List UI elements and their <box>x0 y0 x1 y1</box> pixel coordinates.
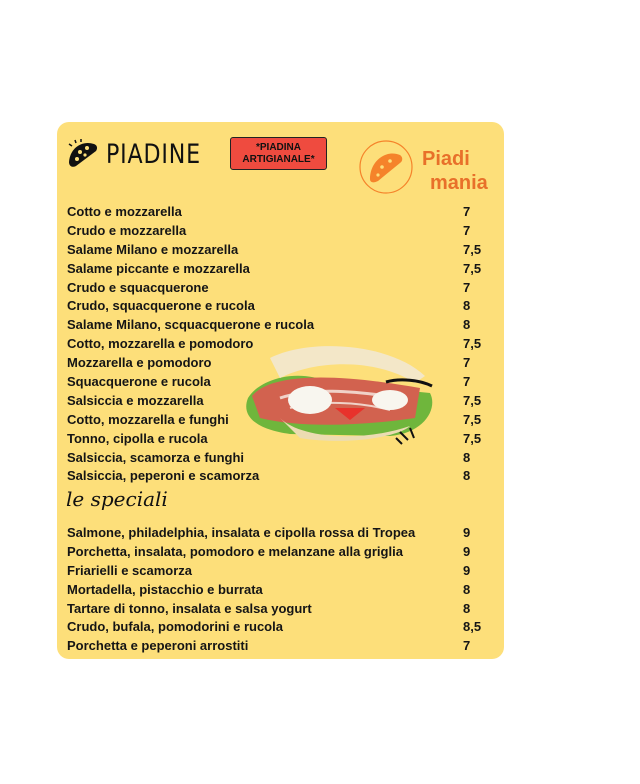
badge-text: *PIADINA ARTIGIANALE* <box>242 141 315 165</box>
menu-item-name: Salsiccia e mozzarella <box>67 392 204 408</box>
motion-lines <box>380 360 440 450</box>
menu-item <box>67 315 487 334</box>
menu-item-price: 9 <box>463 562 471 578</box>
menu-item-name: Salmone, philadelphia, insalata e cipolla rossa di Tropea <box>67 524 416 540</box>
menu-item <box>67 221 487 240</box>
header <box>66 138 222 170</box>
menu-item-name: Mozzarella e pomodoro <box>67 355 212 371</box>
specials-title: le speciali <box>66 487 168 511</box>
menu-item-name: Crudo e mozzarella <box>67 222 187 238</box>
menu-item-name: Cotto, mozzarella e funghi <box>67 411 229 427</box>
menu-item-name: Cotto e mozzarella <box>67 203 182 219</box>
menu-item-price: 9 <box>463 524 471 540</box>
menu-item-name: Friarielli e scamorza <box>67 562 193 578</box>
menu-item-price: 7 <box>463 373 471 389</box>
menu-item <box>67 448 487 467</box>
artisanal-badge <box>230 137 327 170</box>
menu-item-price: 7 <box>463 355 471 371</box>
menu-item <box>67 240 487 259</box>
svg-text:Piadi: Piadi <box>422 148 470 170</box>
menu-item <box>67 466 487 485</box>
menu-item-price: 8,5 <box>463 619 482 635</box>
menu-item <box>67 599 487 618</box>
menu-item-price: 7,5 <box>463 430 482 446</box>
page-title: PIADINE <box>106 138 201 170</box>
menu-item-price: 7 <box>463 222 471 238</box>
menu-item-name: Salame piccante e mozzarella <box>67 260 250 276</box>
menu-item-price: 8 <box>463 600 471 616</box>
menu-item-name: Crudo, squacquerone e rucola <box>67 298 255 314</box>
menu-item <box>67 542 487 561</box>
menu-item <box>67 259 487 278</box>
piadimania-logo <box>356 135 496 199</box>
menu-item <box>67 296 487 315</box>
menu-item-name: Salsiccia, peperoni e scamorza <box>67 468 260 484</box>
specials-list <box>67 523 487 655</box>
piadina-icon <box>66 138 100 170</box>
menu-item-name: Tartare di tonno, insalata e salsa yogurt <box>67 600 312 616</box>
menu-item-price: 9 <box>463 543 471 559</box>
menu-item-price: 7 <box>463 279 471 295</box>
menu-item <box>67 636 487 655</box>
menu-item-name: Salsiccia, scamorza e funghi <box>67 449 245 465</box>
menu-item-name: Cotto, mozzarella e pomodoro <box>67 336 254 352</box>
menu-item-price: 7 <box>463 638 471 654</box>
menu-item <box>67 580 487 599</box>
menu-item-price: 7 <box>463 203 471 219</box>
menu-item <box>67 278 487 297</box>
menu-item-name: Crudo e squacquerone <box>67 279 209 295</box>
menu-item <box>67 523 487 542</box>
menu-item-price: 8 <box>463 298 471 314</box>
menu-item-name: Porchetta, insalata, pomodoro e melanzane alla griglia <box>67 543 403 559</box>
menu-item <box>67 202 487 221</box>
menu-item-name: Tonno, cipolla e rucola <box>67 430 208 446</box>
menu-item-name: Mortadella, pistacchio e burrata <box>67 581 263 597</box>
menu-item-price: 8 <box>463 317 471 333</box>
menu-item-price: 8 <box>463 449 471 465</box>
svg-text:mania: mania <box>430 172 488 194</box>
menu-item-name: Squacquerone e rucola <box>67 373 211 389</box>
menu-item-price: 7,5 <box>463 411 482 427</box>
menu-item-price: 7,5 <box>463 241 482 257</box>
menu-item-name: Salame Milano, scquacquerone e rucola <box>67 317 315 333</box>
menu-item-price: 8 <box>463 468 471 484</box>
menu-item-price: 7,5 <box>463 260 482 276</box>
menu-item <box>67 561 487 580</box>
menu-item-price: 8 <box>463 581 471 597</box>
menu-item-name: Crudo, bufala, pomodorini e rucola <box>67 619 283 635</box>
menu-item-price: 7,5 <box>463 336 482 352</box>
menu-item-price: 7,5 <box>463 392 482 408</box>
menu-item-name: Porchetta e peperoni arrostiti <box>67 638 249 654</box>
menu-item <box>67 617 487 636</box>
menu-item-name: Salame Milano e mozzarella <box>67 241 239 257</box>
